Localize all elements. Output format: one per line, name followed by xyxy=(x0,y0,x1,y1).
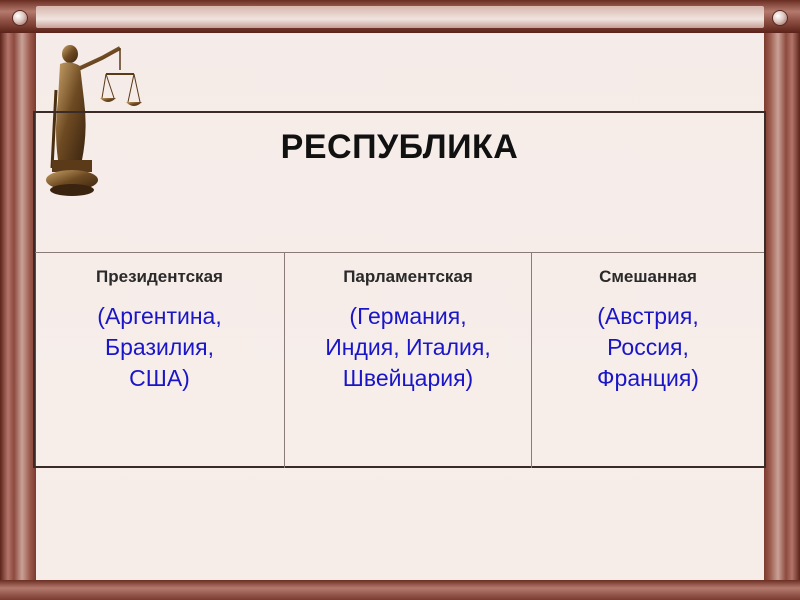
rivet-icon xyxy=(12,10,28,26)
column-examples: (Австрия, Россия, Франция) xyxy=(597,303,699,391)
column-mixed xyxy=(532,253,764,468)
rivet-icon xyxy=(772,10,788,26)
page-title: РЕСПУБЛИКА xyxy=(280,128,519,166)
column-examples: (Аргентина, Бразилия, США) xyxy=(97,303,222,391)
column-heading: Парламентская xyxy=(343,267,473,286)
column-parliamentary xyxy=(285,253,532,468)
column-examples: (Германия, Индия, Италия, Швейцария) xyxy=(325,303,491,391)
republic-table xyxy=(33,111,766,468)
table-header-cell xyxy=(35,113,764,253)
column-heading: Смешанная xyxy=(599,267,697,286)
frame-bottom-bar xyxy=(0,580,800,600)
column-heading: Президентская xyxy=(96,267,223,286)
column-presidential xyxy=(35,253,285,468)
frame-top-inner xyxy=(36,6,764,28)
